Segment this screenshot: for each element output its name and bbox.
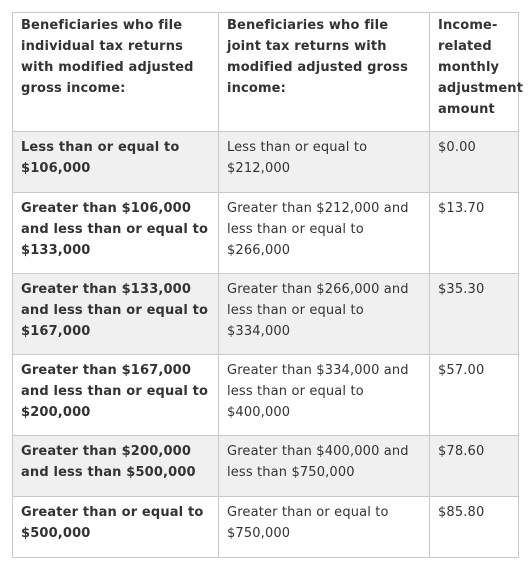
table-row (13, 274, 519, 355)
joint-income-cell: Greater than $400,000 and less than $750,000 (219, 436, 430, 497)
joint-income-cell: Greater than $334,000 and less than or equal to $400,000 (219, 355, 430, 436)
individual-income-cell: Greater than or equal to $500,000 (13, 497, 219, 558)
header-adjustment-amount: Income-related monthly adjustment amount (430, 13, 519, 132)
adjustment-amount-cell: $13.70 (430, 193, 519, 274)
adjustment-amount-cell: $85.80 (430, 497, 519, 558)
individual-income-cell: Greater than $106,000 and less than or equal to $133,000 (13, 193, 219, 274)
adjustment-amount-cell: $0.00 (430, 132, 519, 193)
table-row (13, 497, 519, 558)
table-row (13, 132, 519, 193)
individual-income-cell: Greater than $133,000 and less than or equal to $167,000 (13, 274, 219, 355)
individual-income-cell: Less than or equal to $106,000 (13, 132, 219, 193)
header-individual-filers: Beneficiaries who file individual tax returns with modified adjusted gross income: (13, 13, 219, 132)
table-row (13, 436, 519, 497)
individual-income-cell: Greater than $167,000 and less than or equal to $200,000 (13, 355, 219, 436)
irmaa-table (12, 12, 524, 558)
joint-income-cell: Greater than $266,000 and less than or equal to $334,000 (219, 274, 430, 355)
individual-income-cell: Greater than $200,000 and less than $500,000 (13, 436, 219, 497)
adjustment-amount-cell: $57.00 (430, 355, 519, 436)
adjustment-amount-cell: $35.30 (430, 274, 519, 355)
table-row (13, 193, 519, 274)
joint-income-cell: Less than or equal to $212,000 (219, 132, 430, 193)
joint-income-cell: Greater than or equal to $750,000 (219, 497, 430, 558)
joint-income-cell: Greater than $212,000 and less than or equal to $266,000 (219, 193, 430, 274)
table-header-row (13, 13, 519, 132)
table-row (13, 355, 519, 436)
header-joint-filers: Beneficiaries who file joint tax returns with modified adjusted gross income: (219, 13, 430, 132)
adjustment-amount-cell: $78.60 (430, 436, 519, 497)
